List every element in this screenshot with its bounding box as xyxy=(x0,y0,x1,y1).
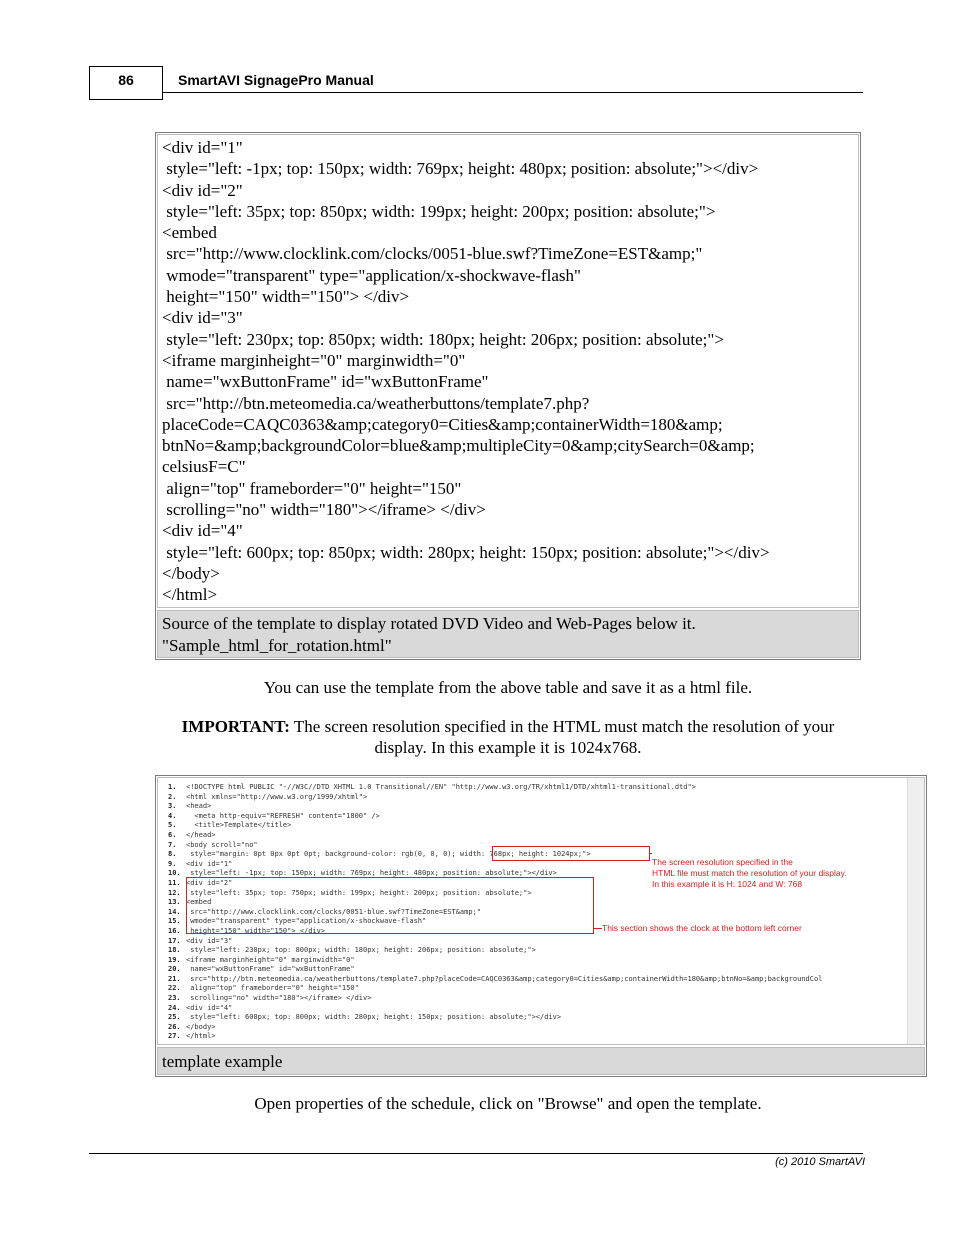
line-number: 6. xyxy=(168,830,177,839)
line-code: src="http://btn.meteomedia.ca/weatherbuttons/template7.php?placeCode=CAQC0363&amp;category0=Cities&amp;containerWidth=180&amp;btnNo=&amp;backgroundCol xyxy=(186,974,823,983)
line-number: 25. xyxy=(168,1013,181,1022)
line-number: 8. xyxy=(168,850,177,859)
editor-line xyxy=(168,1004,906,1014)
editor-line xyxy=(168,965,906,975)
line-number: 15. xyxy=(168,917,181,926)
line-code: <html xmlns="http://www.w3.org/1999/xhtml"> xyxy=(186,792,368,801)
clock-section-box xyxy=(186,877,594,934)
screenshot-table xyxy=(155,775,927,1077)
line-code: scrolling="no" width="180"></iframe> </div> xyxy=(186,994,372,1003)
line-number: 24. xyxy=(168,1003,181,1012)
code-line: placeCode=CAQC0363&amp;category0=Cities&amp;containerWidth=180&amp; xyxy=(162,414,723,434)
line-number: 13. xyxy=(168,898,181,907)
line-code: <div id="3" xyxy=(186,936,233,945)
line-code: <head> xyxy=(186,802,212,811)
line-code: <meta http-equiv="REFRESH" content="1800" /> xyxy=(186,811,380,820)
code-line: <embed xyxy=(162,223,217,243)
code-line: celsiusF=C" xyxy=(162,457,246,477)
line-number: 27. xyxy=(168,1032,181,1041)
code-line: <iframe marginheight="0" marginwidth="0" xyxy=(162,350,466,370)
line-code: height="150" width="150"> </div> xyxy=(186,926,326,935)
line-number: 3. xyxy=(168,802,177,811)
footer-rule xyxy=(89,1153,863,1154)
editor-line xyxy=(168,994,906,1004)
line-code: style="left: 35px; top: 750px; width: 199px; height: 200px; position: absolute;"> xyxy=(186,888,532,897)
editor-line xyxy=(168,831,906,841)
line-code: <div id="2" xyxy=(186,878,233,887)
line-number: 11. xyxy=(168,878,181,887)
code-line: src="http://www.clocklink.com/clocks/0051-blue.swf?TimeZone=EST&amp;" xyxy=(162,244,703,264)
line-number: 19. xyxy=(168,955,181,964)
code-line: <div id="2" xyxy=(162,180,243,200)
editor-line xyxy=(168,812,906,822)
code-line: height="150" width="150"> </div> xyxy=(162,287,410,307)
clock-connector xyxy=(594,928,602,929)
editor-line xyxy=(168,1013,906,1023)
line-code: </body> xyxy=(186,1022,216,1031)
manual-title: SmartAVI SignagePro Manual xyxy=(178,72,374,88)
paragraph-open-properties: Open properties of the schedule, click on "Browse" and open the template. xyxy=(254,1094,762,1113)
code-line: style="left: 35px; top: 850px; width: 199px; height: 200px; position: absolute;"> xyxy=(162,201,716,221)
paragraph-save-template: You can use the template from the above table and save it as a html file. xyxy=(263,678,753,697)
editor-line xyxy=(168,821,906,831)
resolution-highlight-box xyxy=(492,846,650,861)
editor-screenshot xyxy=(157,777,925,1045)
editor-line xyxy=(168,956,906,966)
line-number: 23. xyxy=(168,994,181,1003)
page-number: 86 xyxy=(89,66,163,100)
line-number: 7. xyxy=(168,840,177,849)
line-code: </html> xyxy=(186,1032,216,1041)
line-code: <!DOCTYPE html PUBLIC "-//W3C//DTD XHTML 1.0 Transitional//EN" "http://www.w3.org/TR/xhtml1/DTD/xhtml1-transitional.dtd"> xyxy=(186,783,696,791)
important-label: IMPORTANT: xyxy=(181,717,290,736)
code-line: btnNo=&amp;backgroundColor=blue&amp;multipleCity=0&amp;citySearch=0&amp; xyxy=(162,436,755,456)
line-code: name="wxButtonFrame" id="wxButtonFrame" xyxy=(186,965,355,974)
screenshot-caption: template example xyxy=(157,1047,925,1075)
code-line: style="left: -1px; top: 150px; width: 769px; height: 480px; position: absolute;"></div> xyxy=(162,159,759,179)
line-code: </head> xyxy=(186,830,216,839)
line-code: style="left: -1px; top: 150px; width: 769px; height: 480px; position: absolute;"></div> xyxy=(186,869,557,878)
caption-line-2: "Sample_html_for_rotation.html" xyxy=(162,635,392,655)
line-code: <body scroll="no" xyxy=(186,840,258,849)
code-line: name="wxButtonFrame" id="wxButtonFrame" xyxy=(162,372,489,392)
editor-line xyxy=(168,937,906,947)
resolution-annotation: The screen resolution specified in the HTML file must match the resolution of your display. In this example it is H: 1024 and W: 768 xyxy=(652,857,847,889)
line-code: align="top" frameborder="0" height="150" xyxy=(186,984,359,993)
code-line: style="left: 600px; top: 850px; width: 280px; height: 150px; position: absolute;"></div> xyxy=(162,542,770,562)
line-number: 14. xyxy=(168,907,181,916)
code-line: src="http://btn.meteomedia.ca/weatherbuttons/template7.php? xyxy=(162,393,590,413)
line-code: <iframe marginheight="0" marginwidth="0" xyxy=(186,955,355,964)
editor-line xyxy=(168,984,906,994)
line-number: 20. xyxy=(168,965,181,974)
line-number: 4. xyxy=(168,811,177,820)
editor-scrollbar xyxy=(907,778,924,1044)
header-rule xyxy=(163,92,863,93)
code-line: </html> xyxy=(162,585,218,605)
editor-line xyxy=(168,1023,906,1033)
editor-line xyxy=(168,793,906,803)
editor-line xyxy=(168,783,906,793)
code-line: <div id="1" xyxy=(162,138,243,157)
line-code: style="margin: 0pt 0px 0pt 0pt; background-color: rgb(0, 0, 0); width: 768px; height: 1024px;"> xyxy=(186,850,591,859)
caption-line-1: Source of the template to display rotated DVD Video and Web-Pages below it. xyxy=(162,614,696,633)
line-number: 17. xyxy=(168,936,181,945)
line-number: 12. xyxy=(168,888,181,897)
line-number: 22. xyxy=(168,984,181,993)
resolution-connector xyxy=(649,853,652,854)
code-line: wmode="transparent" type="application/x-shockwave-flash" xyxy=(162,265,581,285)
code-line: </body> xyxy=(162,563,220,583)
editor-line xyxy=(168,802,906,812)
line-number: 16. xyxy=(168,926,181,935)
line-code: wmode="transparent" type="application/x-shockwave-flash" xyxy=(186,917,427,926)
line-code: <title>Template</title> xyxy=(186,821,292,830)
line-number: 26. xyxy=(168,1022,181,1031)
line-number: 1. xyxy=(168,783,177,791)
code-line: scrolling="no" width="180"></iframe> </div> xyxy=(162,500,486,520)
code-line: align="top" frameborder="0" height="150" xyxy=(162,478,462,498)
line-number: 5. xyxy=(168,821,177,830)
code-line: style="left: 230px; top: 850px; width: 180px; height: 206px; position: absolute;"> xyxy=(162,329,724,349)
code-line: <div id="3" xyxy=(162,308,243,328)
editor-line xyxy=(168,946,906,956)
clock-annotation: This section shows the clock at the bottom left corner xyxy=(602,923,802,933)
important-text: The screen resolution specified in the HTML must match the resolution of your display. In this example it is 1024x768. xyxy=(289,717,835,757)
editor-line xyxy=(168,1032,906,1042)
line-code: src="http://www.clocklink.com/clocks/0051-blue.swf?TimeZone=EST&amp;" xyxy=(186,907,482,916)
line-code: <div id="1" xyxy=(186,859,233,868)
line-number: 18. xyxy=(168,946,181,955)
code-listing xyxy=(157,134,859,608)
code-table xyxy=(155,132,861,660)
paragraph-important xyxy=(155,716,861,758)
line-code: <div id="4" xyxy=(186,1003,233,1012)
line-number: 21. xyxy=(168,974,181,983)
line-number: 10. xyxy=(168,869,181,878)
code-table-caption xyxy=(157,610,859,658)
line-code: <embed xyxy=(186,898,212,907)
footer-copyright: (c) 2010 SmartAVI xyxy=(775,1156,865,1168)
code-line: <div id="4" xyxy=(162,521,243,541)
line-number: 9. xyxy=(168,859,177,868)
editor-line xyxy=(168,975,906,985)
line-number: 2. xyxy=(168,792,177,801)
line-code: style="left: 600px; top: 800px; width: 280px; height: 150px; position: absolute;"></div> xyxy=(186,1013,562,1022)
line-code: style="left: 230px; top: 800px; width: 180px; height: 206px; position: absolute;"> xyxy=(186,946,536,955)
